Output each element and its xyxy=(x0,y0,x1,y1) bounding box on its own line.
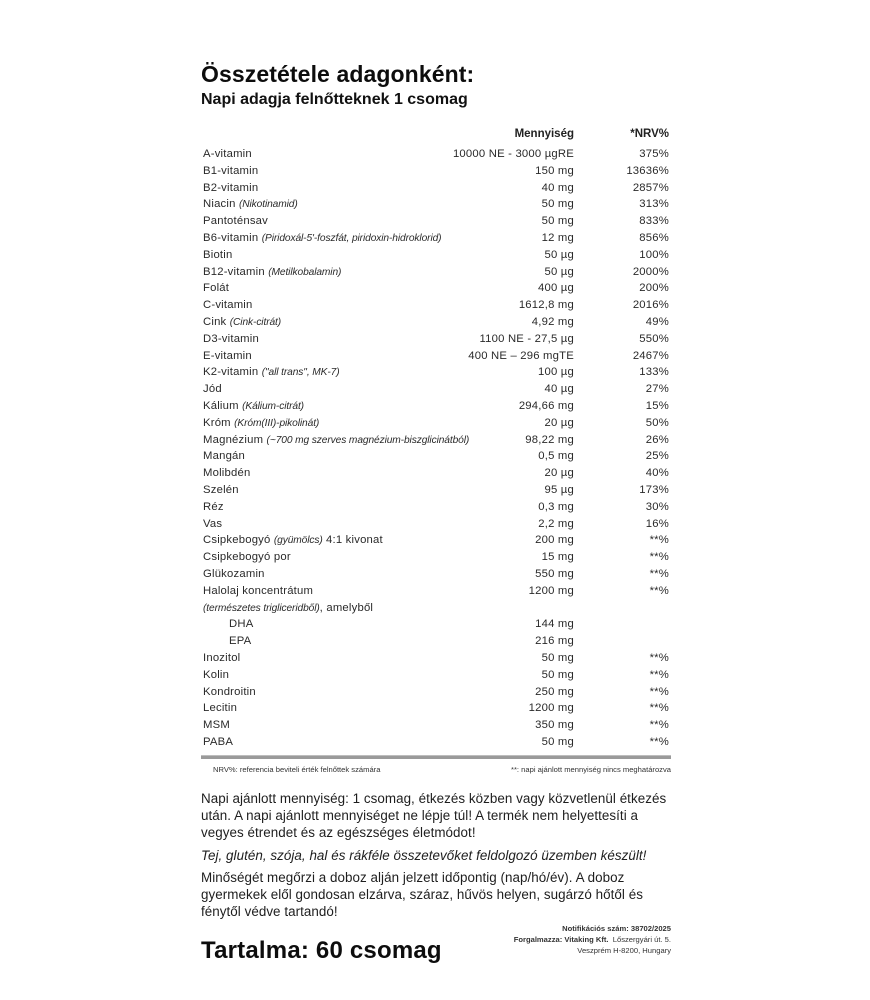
ingredient-name xyxy=(203,398,304,416)
ingredient-note: (Piridoxál-5'-foszfát, piridoxin-hidroklorid) xyxy=(261,232,442,244)
usage-paragraph: Napi ajánlott mennyiség: 1 csomag, étkezés közben vagy közvetlenül étkezés után. A napi ajánlott mennyiséget ne lépje túl! A termék nem helyettesíti a vegyes étrendet és az egészséges életmódot! xyxy=(201,790,667,841)
ingredient-amount: 40 µg xyxy=(544,383,574,396)
ingredient-name xyxy=(203,684,256,701)
label-page xyxy=(201,60,671,971)
storage-paragraph: Minőségét megőrzi a doboz alján jelzett időpontig (nap/hó/év). A doboz gyermekek elől gondosan elzárva, száraz, hűvös helyen, sugárzó hőtől és fénytől védve tartandó! xyxy=(201,869,643,920)
ingredient-nrv: 833% xyxy=(639,215,669,228)
ingredient-amount: 4,92 mg xyxy=(531,315,574,328)
ingredient-nrv: **% xyxy=(649,584,669,597)
ingredient-amount: 1200 mg xyxy=(528,702,574,715)
ingredient-suffix: 4:1 kivonat xyxy=(322,534,383,547)
ingredient-nrv: 550% xyxy=(639,332,669,345)
footnotes xyxy=(201,765,671,785)
ingredient-amount: 50 mg xyxy=(541,198,574,211)
ingredient-amount: 250 mg xyxy=(535,685,574,698)
ingredient-label: Kálium xyxy=(203,399,239,412)
ingredient-nrv: **% xyxy=(649,685,669,698)
ingredient-name xyxy=(203,213,268,230)
ingredient-amount: 294,66 mg xyxy=(518,399,574,412)
legal-info xyxy=(514,923,671,956)
table-row xyxy=(201,734,671,751)
ingredient-note: (Nikotinamid) xyxy=(238,199,298,211)
ingredient-name xyxy=(229,616,253,633)
ingredient-name xyxy=(203,516,222,533)
ingredient-label: Cink xyxy=(203,315,227,328)
ingredient-label: E-vitamin xyxy=(203,349,252,362)
ingredient-label: Molibdén xyxy=(203,467,251,480)
ingredient-label: Pantoténsav xyxy=(203,215,269,228)
ingredient-nrv: 2467% xyxy=(632,349,669,362)
ingredient-label: PABA xyxy=(203,735,234,748)
ingredient-name xyxy=(203,415,319,433)
ingredient-label: EPA xyxy=(229,635,252,648)
ingredient-name xyxy=(203,163,258,180)
table-row xyxy=(201,482,671,499)
table-row xyxy=(201,633,671,650)
ingredient-amount: 50 mg xyxy=(541,215,574,228)
ingredient-amount: 20 µg xyxy=(544,467,574,480)
table-row xyxy=(201,146,671,163)
table-row xyxy=(201,499,671,516)
ingredient-name xyxy=(203,650,240,667)
ingredient-note: (Cink-citrát) xyxy=(229,316,282,328)
ingredient-amount: 400 µg xyxy=(538,282,574,295)
ingredient-amount: 50 mg xyxy=(541,735,574,748)
ingredient-nrv: 30% xyxy=(645,500,669,513)
ingredient-name xyxy=(203,314,281,332)
notification-number: Notifikációs szám: 38702/2025 xyxy=(562,923,671,933)
table-row xyxy=(201,516,671,533)
ingredient-amount: 200 mg xyxy=(535,534,574,547)
column-header-amount: Mennyiség xyxy=(514,128,574,140)
table-divider xyxy=(201,755,671,759)
ingredient-name xyxy=(203,532,383,550)
ingredient-amount: 40 mg xyxy=(541,181,574,194)
ingredient-amount: 144 mg xyxy=(535,618,574,631)
table-row xyxy=(201,415,671,432)
composition-table xyxy=(201,128,671,759)
ingredient-label: B6-vitamin xyxy=(203,231,259,244)
table-row xyxy=(201,717,671,734)
ingredient-name xyxy=(203,667,229,684)
ingredient-name xyxy=(203,583,313,600)
ingredient-name xyxy=(203,717,230,734)
table-row xyxy=(201,364,671,381)
ingredient-label: Mangán xyxy=(203,450,246,463)
ingredient-amount: 1612,8 mg xyxy=(518,299,574,312)
ingredient-name xyxy=(229,633,251,650)
ingredient-name xyxy=(203,196,298,214)
ingredient-label: Glükozamin xyxy=(203,567,265,580)
ingredient-note: (Metilkobalamin) xyxy=(268,266,342,278)
ingredient-nrv: 200% xyxy=(639,282,669,295)
footnote-undefined: **: napi ajánlott mennyiség nincs meghatározva xyxy=(511,764,671,774)
ingredient-name xyxy=(203,247,232,264)
ingredient-note: ("all trans", MK-7) xyxy=(261,367,340,379)
ingredient-label: Folát xyxy=(203,282,230,295)
ingredient-nrv: **% xyxy=(649,651,669,664)
table-row xyxy=(201,549,671,566)
table-body xyxy=(201,146,671,751)
ingredient-label: Szelén xyxy=(203,483,239,496)
table-row xyxy=(201,348,671,365)
ingredient-amount: 150 mg xyxy=(535,164,574,177)
ingredient-nrv: **% xyxy=(649,668,669,681)
ingredient-amount: 50 µg xyxy=(544,265,574,278)
ingredient-name xyxy=(203,364,340,382)
ingredient-label: Kondroitin xyxy=(203,685,256,698)
table-row xyxy=(201,650,671,667)
table-row xyxy=(201,667,671,684)
ingredient-amount: 50 mg xyxy=(541,668,574,681)
table-row xyxy=(201,163,671,180)
ingredient-amount: 10000 NE - 3000 µgRE xyxy=(452,148,574,160)
ingredient-label: D3-vitamin xyxy=(203,332,259,345)
ingredient-name xyxy=(203,499,224,516)
ingredient-nrv: 856% xyxy=(639,231,669,244)
ingredient-amount: 400 NE – 296 mgTE xyxy=(468,349,574,362)
ingredient-nrv: **% xyxy=(649,534,669,547)
ingredient-name xyxy=(203,734,233,751)
ingredient-nrv: 15% xyxy=(645,399,669,412)
ingredient-amount: 0,5 mg xyxy=(538,450,574,463)
table-row xyxy=(201,465,671,482)
ingredient-nrv: 26% xyxy=(645,433,669,446)
ingredient-name xyxy=(203,448,245,465)
ingredient-name xyxy=(203,348,252,365)
ingredient-name xyxy=(203,465,250,482)
column-header-nrv: *NRV% xyxy=(630,128,669,140)
ingredient-note: (Kálium-citrát) xyxy=(242,400,304,412)
ingredient-nrv: 2857% xyxy=(632,181,669,194)
bottom-section xyxy=(201,921,671,971)
table-row xyxy=(201,280,671,297)
ingredient-note: (~700 mg szerves magnézium-biszglicinátból) xyxy=(266,434,470,446)
ingredient-nrv: **% xyxy=(649,719,669,732)
distributor: Forgalmazza: Vitaking Kft. xyxy=(513,934,609,944)
ingredient-note: (gyümölcs) xyxy=(273,535,323,547)
table-row xyxy=(201,331,671,348)
ingredient-note: (Króm(III)-pikolinát) xyxy=(234,417,320,429)
ingredient-label: K2-vitamin xyxy=(203,366,259,379)
ingredient-label: C-vitamin xyxy=(203,299,253,312)
ingredient-nrv: 40% xyxy=(645,467,669,480)
ingredient-amount: 12 mg xyxy=(541,231,574,244)
ingredient-amount: 20 µg xyxy=(544,416,574,429)
table-row xyxy=(201,381,671,398)
address-street: Lőszergyári út. 5. xyxy=(612,934,671,944)
ingredient-nrv: 27% xyxy=(645,383,669,396)
ingredient-amount: 216 mg xyxy=(535,635,574,648)
table-row xyxy=(201,264,671,281)
ingredient-label: A-vitamin xyxy=(203,148,252,160)
ingredient-name xyxy=(203,600,373,618)
ingredient-label: Niacin xyxy=(203,198,236,211)
page-title: Összetétele adagonként: xyxy=(201,61,475,87)
ingredient-label: MSM xyxy=(203,719,230,732)
table-row xyxy=(201,532,671,549)
ingredient-label: Jód xyxy=(203,383,222,396)
table-row xyxy=(201,247,671,264)
ingredient-amount: 1100 NE - 27,5 µg xyxy=(479,332,574,345)
ingredient-name xyxy=(203,146,252,163)
table-row xyxy=(201,700,671,717)
ingredient-name xyxy=(203,280,229,297)
ingredient-label: B12-vitamin xyxy=(203,265,265,278)
table-header xyxy=(201,128,671,146)
ingredient-nrv: 50% xyxy=(645,416,669,429)
table-row xyxy=(201,196,671,213)
ingredient-nrv: 375% xyxy=(639,148,669,160)
ingredient-amount: 15 mg xyxy=(541,551,574,564)
ingredient-amount: 350 mg xyxy=(535,719,574,732)
ingredient-name xyxy=(203,700,237,717)
ingredient-name xyxy=(203,381,222,398)
footnote-nrv: NRV%: referencia beviteli érték felnőttek számára xyxy=(213,764,381,774)
ingredient-nrv: 173% xyxy=(639,483,669,496)
ingredient-nrv: 16% xyxy=(645,517,669,530)
package-content: Tartalma: 60 csomag xyxy=(201,936,442,964)
table-row xyxy=(201,566,671,583)
address-city: Veszprém H-8200, Hungary xyxy=(577,945,671,955)
ingredient-nrv: **% xyxy=(649,567,669,580)
ingredient-amount: 0,3 mg xyxy=(538,500,574,513)
ingredient-nrv: 2016% xyxy=(632,299,669,312)
ingredient-name xyxy=(203,297,253,314)
ingredient-label: Króm xyxy=(203,416,231,429)
ingredient-amount: 550 mg xyxy=(535,567,574,580)
ingredient-amount: 50 mg xyxy=(541,651,574,664)
ingredient-name xyxy=(203,264,341,282)
ingredient-name xyxy=(203,549,291,566)
table-row xyxy=(201,448,671,465)
ingredient-label: Inozitol xyxy=(203,651,241,664)
ingredient-label: Lecitin xyxy=(203,702,238,715)
table-row xyxy=(201,213,671,230)
ingredient-nrv: 49% xyxy=(645,315,669,328)
table-row xyxy=(201,684,671,701)
ingredient-amount: 1200 mg xyxy=(528,584,574,597)
ingredient-name xyxy=(203,180,258,197)
ingredient-name xyxy=(203,482,239,499)
ingredient-amount: 95 µg xyxy=(544,483,574,496)
ingredient-nrv: 133% xyxy=(639,366,669,379)
ingredient-amount: 98,22 mg xyxy=(525,433,574,446)
distributor-line xyxy=(514,934,671,945)
ingredient-nrv: 313% xyxy=(639,198,669,211)
ingredient-note: (természetes trigliceridből) xyxy=(203,602,320,614)
table-row xyxy=(201,583,671,600)
ingredient-nrv: 13636% xyxy=(626,164,669,177)
table-row xyxy=(201,600,671,617)
ingredient-name xyxy=(203,566,265,583)
ingredient-amount: 50 µg xyxy=(544,248,574,261)
ingredient-nrv: **% xyxy=(649,735,669,748)
table-row xyxy=(201,230,671,247)
ingredient-name xyxy=(203,230,441,248)
ingredient-label: Csipkebogyó por xyxy=(203,551,291,564)
ingredient-label: Halolaj koncentrátum xyxy=(203,584,314,597)
table-row xyxy=(201,314,671,331)
ingredient-amount: 100 µg xyxy=(538,366,574,379)
ingredient-label: Csipkebogyó xyxy=(203,534,271,547)
ingredient-label: DHA xyxy=(229,618,254,631)
ingredient-suffix: , amelyből xyxy=(319,601,374,614)
ingredient-label: Biotin xyxy=(203,248,233,261)
ingredient-nrv: **% xyxy=(649,702,669,715)
table-row xyxy=(201,432,671,449)
ingredient-label: B1-vitamin xyxy=(203,164,259,177)
table-row xyxy=(201,616,671,633)
ingredient-nrv: 2000% xyxy=(632,265,669,278)
ingredient-nrv: **% xyxy=(649,551,669,564)
ingredient-label: Kolin xyxy=(203,668,230,681)
ingredient-label: Vas xyxy=(203,517,223,530)
ingredient-label: Magnézium xyxy=(203,433,264,446)
ingredient-nrv: 25% xyxy=(645,450,669,463)
table-row xyxy=(201,180,671,197)
ingredient-nrv: 100% xyxy=(639,248,669,261)
ingredient-label: Réz xyxy=(203,500,224,513)
page-subtitle: Napi adagja felnőtteknek 1 csomag xyxy=(201,91,468,108)
ingredient-label: B2-vitamin xyxy=(203,181,259,194)
ingredient-amount: 2,2 mg xyxy=(538,517,574,530)
allergen-paragraph: Tej, glutén, szója, hal és rákféle összetevőket feldolgozó üzemben készült! xyxy=(201,847,647,863)
ingredient-name xyxy=(203,432,469,450)
ingredient-name xyxy=(203,331,259,348)
table-row xyxy=(201,398,671,415)
table-row xyxy=(201,297,671,314)
